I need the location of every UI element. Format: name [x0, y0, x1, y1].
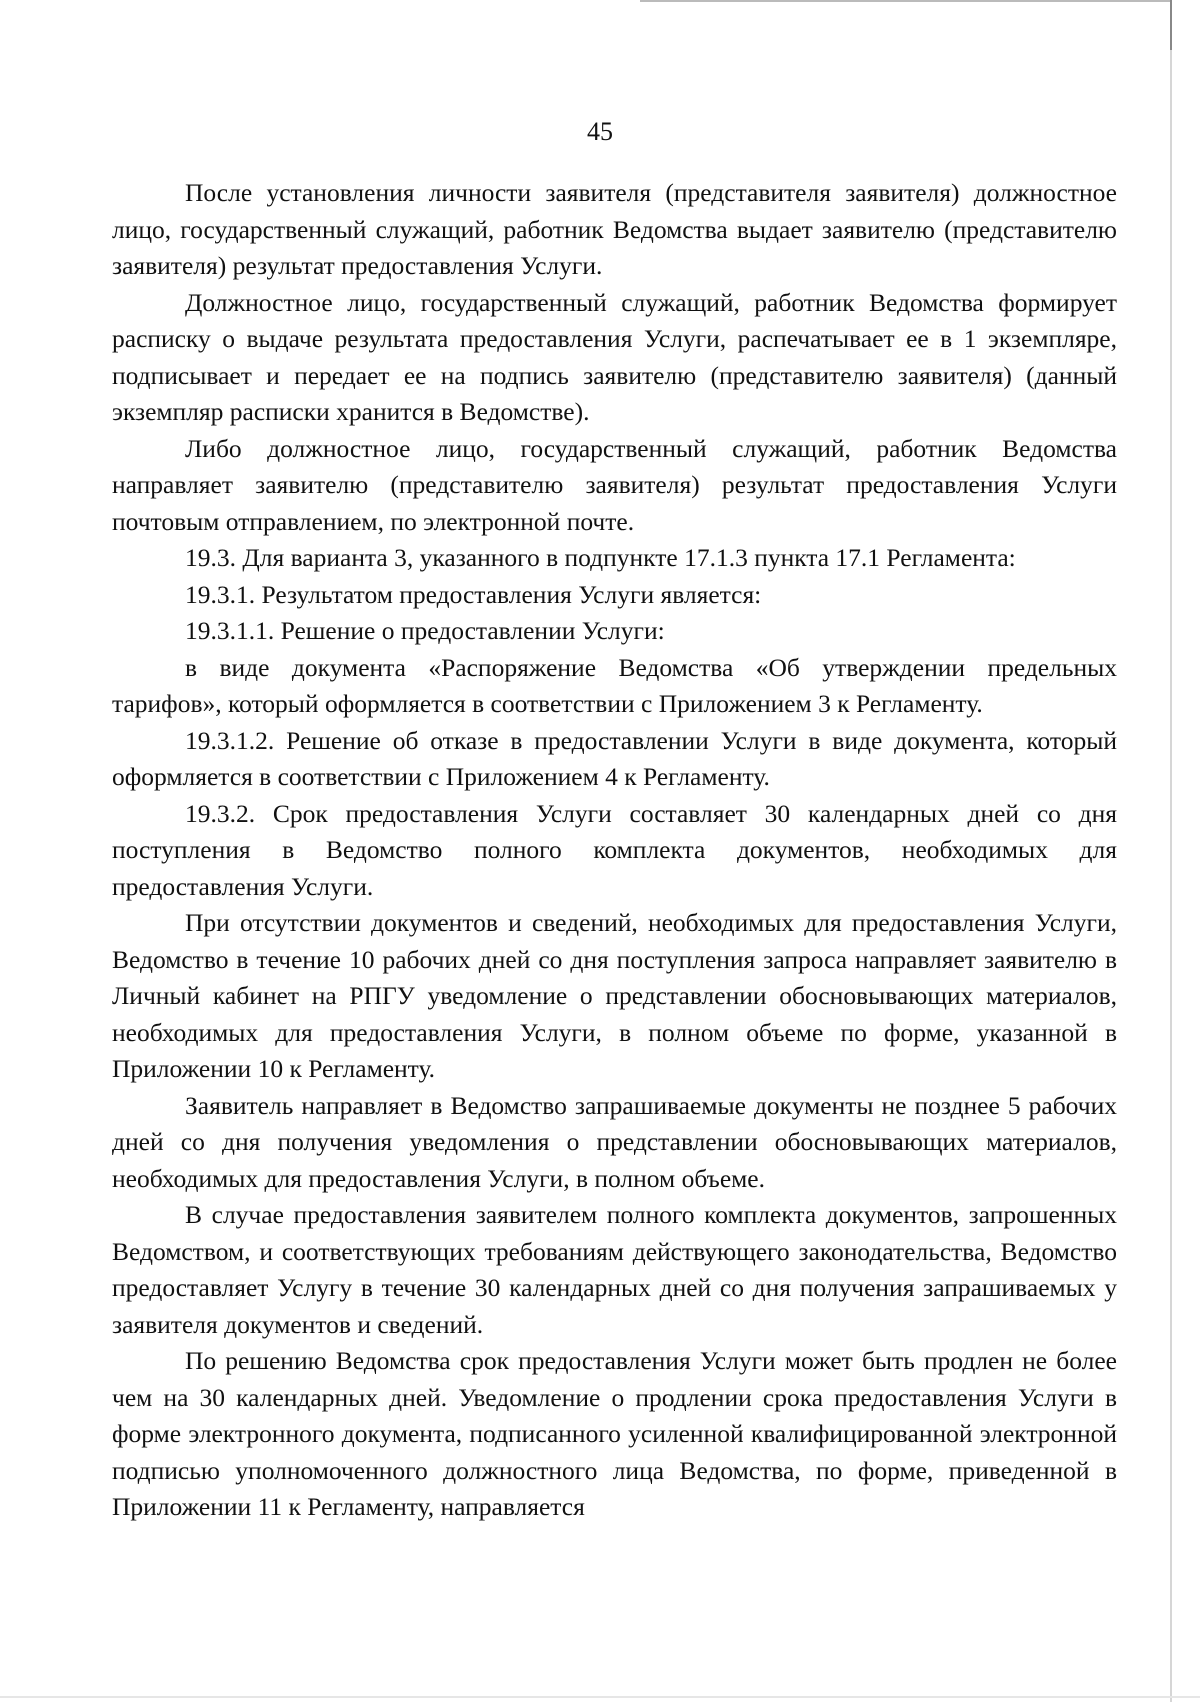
paragraph-identity-verification: После установления личности заявителя (представителя заявителя) должностное лицо, государственный служащий, работник Ведомства выдает заявителю (представителю заявителя) результат предоставления Услуги. — [112, 178, 1117, 280]
paragraph-decision-document: в виде документа «Распоряжение Ведомства «Об утверждении предельных тарифов», который оформляется в соответствии с Приложением 3 к Регламенту. — [112, 652, 1117, 718]
paragraph-full-set-provided: В случае предоставления заявителем полного комплекта документов, запрошенных Ведомством, и соответствующих требованиям действующего законодательства, Ведомство предоставляет Услугу в течение 30 календарных дней со дня получения запрашиваемых у заявителя документов и сведений. — [112, 1200, 1117, 1339]
scan-edge-right — [1170, 0, 1172, 1702]
page-number: 45 — [587, 117, 613, 146]
paragraph-postal-sending: Либо должностное лицо, государственный служащий, работник Ведомства направляет заявителю (представителю заявителя) результат предоставления Услуги почтовым отправлением, по электронной почте. — [112, 433, 1117, 536]
paragraph-19-3: 19.3. Для варианта 3, указанного в подпункте 17.1.3 пункта 17.1 Регламента: — [185, 543, 1016, 572]
paragraph-19-3-1: 19.3.1. Результатом предоставления Услуги является: — [185, 579, 762, 609]
paragraph-term-extension: По решению Ведомства срок предоставления Услуги может быть продлен не более чем на 30 календарных дней. Уведомление о продлении срока предоставления Услуги в форме электронного документа, подписанного усиленной квалифицированной электронной подписью уполномоченного должностного лица Ведомства, по форме, приведенной в Приложении 11 к Регламенту, направляется — [112, 1346, 1117, 1521]
paragraph-applicant-sends: Заявитель направляет в Ведомство запрашиваемые документы не позднее 5 рабочих дней со дня получения уведомления о представлении обосновывающих материалов, необходимых для предоставления Услуги, в полном объеме. — [112, 1090, 1117, 1193]
paragraph-receipt-forming: Должностное лицо, государственный служащий, работник Ведомства формирует расписку о выдаче результата предоставления Услуги, распечатывает ее в 1 экземпляре, подписывает и передает ее на подпись заявителю (представителю заявителя) (данный экземпляр расписки хранится в Ведомстве). — [112, 287, 1117, 426]
scan-edge-bottom — [0, 1696, 1200, 1698]
paragraph-missing-documents: При отсутствии документов и сведений, необходимых для предоставления Услуги, Ведомство в течение 10 рабочих дней со дня поступления запроса направляет заявителю в Личный кабинет на РПГУ уведомление о представлении обосновывающих материалов, необходимых для предоставления Услуги, в полном объеме по форме, указанной в Приложении 10 к Регламенту. — [112, 908, 1117, 1083]
paragraph-19-3-2: 19.3.2. Срок предоставления Услуги составляет 30 календарных дней со дня поступления в Ведомство полного комплекта документов, необходимых для предоставления Услуги. — [112, 798, 1117, 901]
document-body — [112, 175, 1117, 1526]
paragraph-19-3-1-2: 19.3.1.2. Решение об отказе в предоставлении Услуги в виде документа, который оформляется в соответствии с Приложением 4 к Регламенту. — [112, 725, 1117, 791]
paragraph-19-3-1-1: 19.3.1.1. Решение о предоставлении Услуги: — [185, 616, 665, 645]
scan-edge-top — [640, 0, 1170, 2]
